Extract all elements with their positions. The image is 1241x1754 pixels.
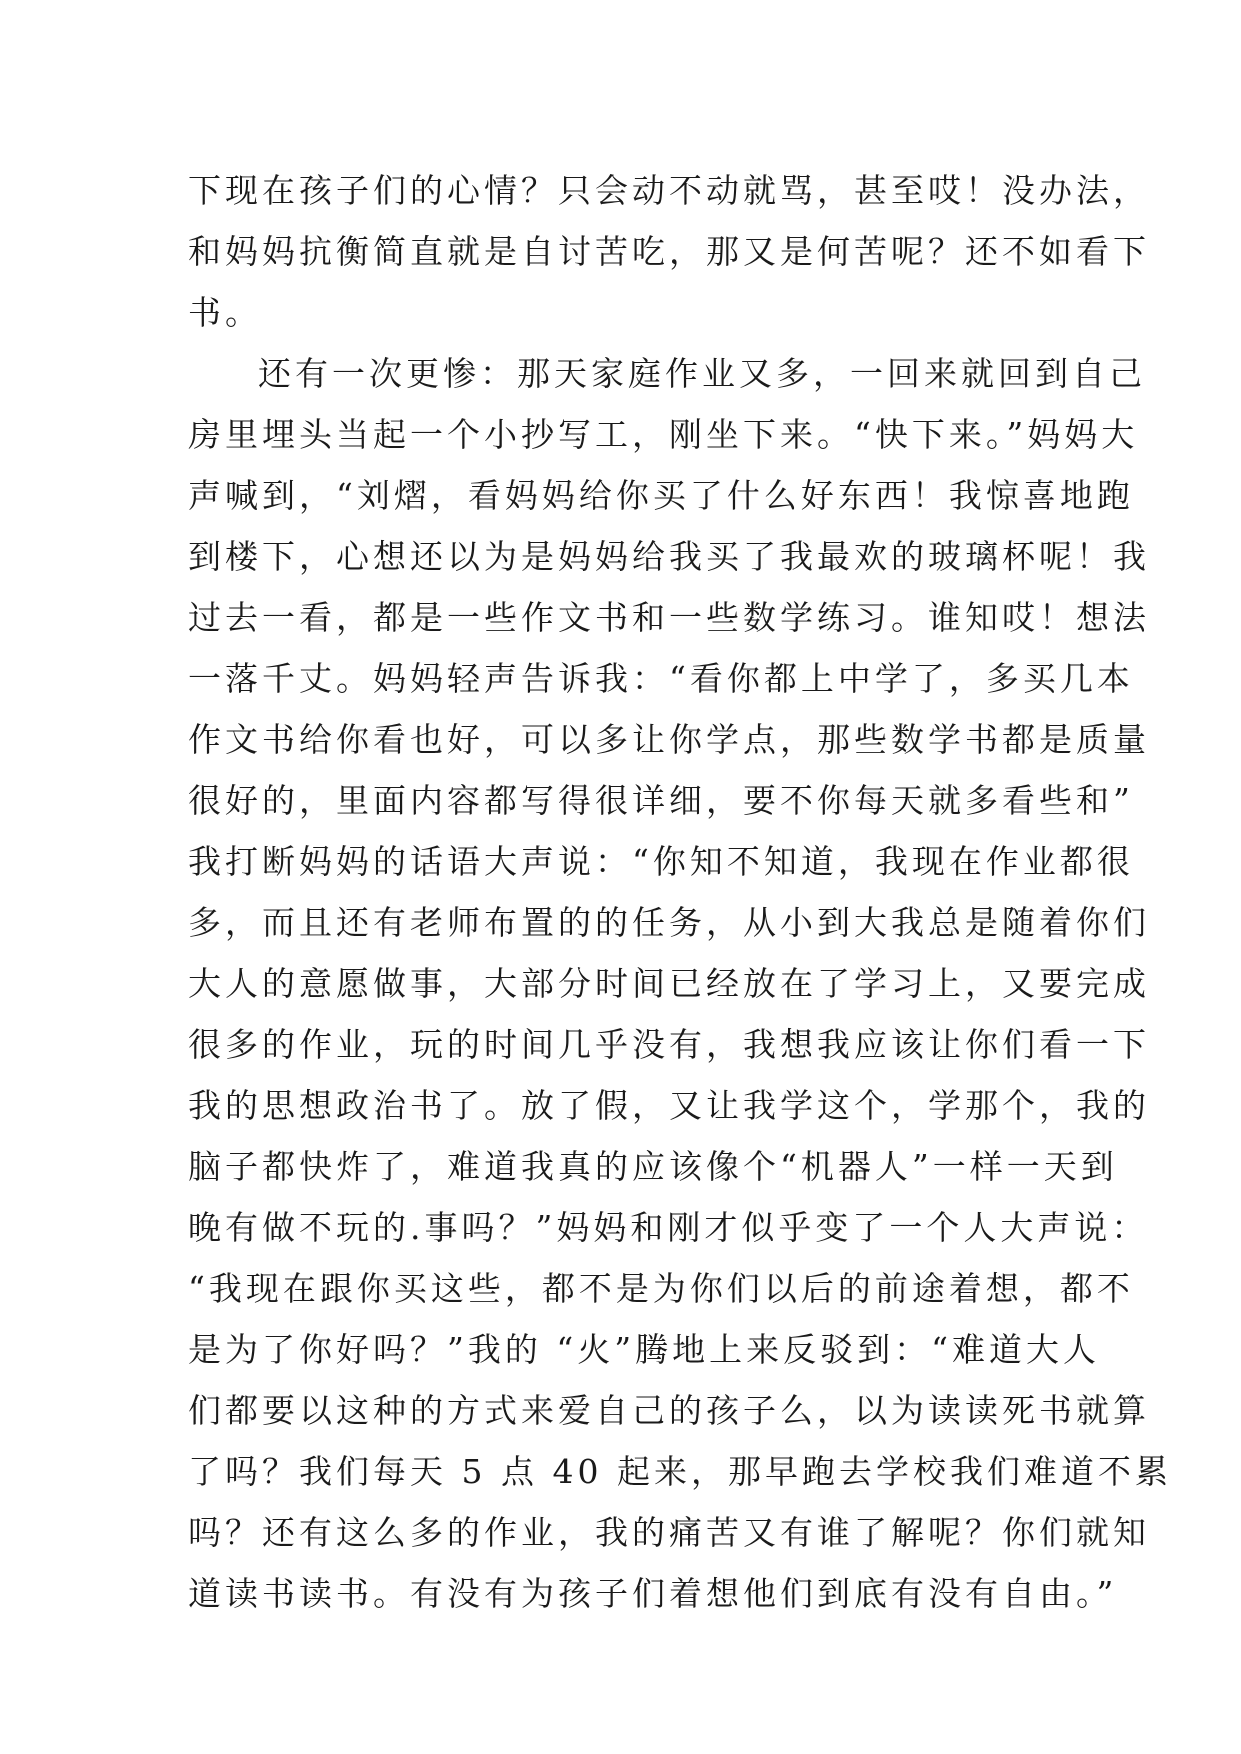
text-line: 书。 [188,293,262,332]
text-line: 作文书给你看也好，可以多让你学点，那些数学书都是质量 [188,720,1150,759]
text-line: 我的思想政治书了。放了假，又让我学这个，学那个，我的 [188,1086,1150,1125]
text-line: 和妈妈抗衡简直就是自讨苦吃，那又是何苦呢？还不如看下 [188,232,1150,271]
text-line: 了吗？我们每天 5 点 40 起来，那早跑去学校我们难道不累 [188,1452,1172,1491]
text-line: 房里埋头当起一个小抄写工，刚坐下来。“快下来。”妈妈大 [188,415,1139,454]
text-line: 道读书读书。有没有为孩子们着想他们到底有没有自由。” [188,1574,1118,1613]
text-line: 脑子都快炸了，难道我真的应该像个“机器人”一样一天到 [188,1147,1118,1186]
text-line: 我打断妈妈的话语大声说：“你知不知道，我现在作业都很 [188,842,1134,881]
text-line: 很多的作业，玩的时间几乎没有，我想我应该让你们看一下 [188,1025,1150,1064]
text-line: 下现在孩子们的心情？只会动不动就骂，甚至哎！没办法， [188,171,1150,210]
text-line: 到楼下，心想还以为是妈妈给我买了我最欢的玻璃杯呢！我 [188,537,1150,576]
text-line: 很好的，里面内容都写得很详细，要不你每天就多看些和” [188,781,1134,820]
text-line: 晚有做不玩的.事吗？”妈妈和刚才似乎变了一个人大声说： [188,1208,1149,1247]
text-line: 一落千丈。妈妈轻声告诉我：“看你都上中学了，多买几本 [188,659,1134,698]
text-line: 还有一次更惨：那天家庭作业又多，一回来就回到自己 [258,354,1146,393]
document-body [188,160,1172,1624]
text-line: 声喊到，“刘熠，看妈妈给你买了什么好东西！我惊喜地跑 [188,476,1134,515]
text-line: 们都要以这种的方式来爱自己的孩子么，以为读读死书就算 [188,1391,1150,1430]
text-line: 多，而且还有老师布置的的任务，从小到大我总是随着你们 [188,903,1150,942]
text-line: 是为了你好吗？”我的 “火”腾地上来反驳到：“难道大人 [188,1330,1100,1369]
text-line: 大人的意愿做事，大部分时间已经放在了学习上，又要完成 [188,964,1150,1003]
text-line: “我现在跟你买这些，都不是为你们以后的前途着想，都不 [188,1269,1134,1308]
paragraph-2 [188,343,1172,1624]
text-line: 过去一看，都是一些作文书和一些数学练习。谁知哎！想法 [188,598,1150,637]
text-line: 吗？还有这么多的作业，我的痛苦又有谁了解呢？你们就知 [188,1513,1150,1552]
paragraph-1 [188,160,1150,343]
